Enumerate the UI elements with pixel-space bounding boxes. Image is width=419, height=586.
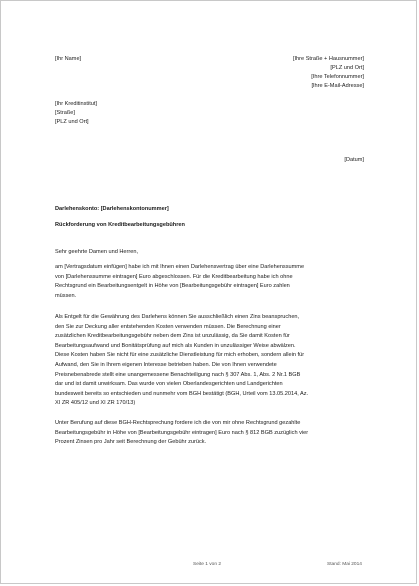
paragraph-line: Prozent Zinsen pro Jahr seit Berechnung der Gebühr zurück. — [55, 439, 207, 446]
sender-name: [Ihr Name] — [55, 56, 82, 62]
paragraph-line: Als Entgelt für die Gewährung des Darlehens können Sie ausschließlich einen Zins beanspruchen, — [55, 314, 300, 320]
paragraph-line: bundesweit bereits so entschieden und nunmehr vom BGH bestätigt (BGH, Urteil vom 13.05.2014, Az. — [55, 390, 309, 397]
paragraph-line: zusätzlichen Kreditbearbeitungsgebühr neben dem Zins ist unzulässig, da Sie damit Kosten für — [55, 333, 290, 340]
recipient-address-block — [55, 100, 97, 127]
paragraph-line: Unter Berufung auf diese BGH-Rechtsprechung fordere ich die von mir ohne Rechtsgrund gezahlte — [55, 420, 301, 426]
paragraph-line: XI ZR 405/12 und XI ZR 170/13) — [55, 400, 136, 407]
recipient-city: [PLZ und Ort] — [55, 119, 89, 125]
subject-account: Darlehenskonto: [Darlehenskontonummer] — [55, 206, 169, 212]
paragraph-line: von [Darlehenssumme eintragen] Euro abgeschlossen. Für die Kreditbearbeitung habe ich ohne — [55, 273, 293, 280]
sender-street: [Ihre Straße + Hausnummer] — [292, 56, 364, 62]
sender-phone: [Ihre Telefonnummer] — [311, 74, 364, 80]
recipient-street: [Straße] — [55, 110, 75, 116]
paragraph-claim — [55, 419, 371, 448]
paragraph-line: Rechtsgrund ein Bearbeitungsentgelt in Höhe von [Bearbeitungsgebühr eintragen] Euro zahlen — [55, 283, 290, 290]
paragraph-legal-reasoning — [55, 313, 371, 409]
paragraph-contract — [55, 263, 371, 301]
subject-title: Rückforderung von Kreditbearbeitungsgebühren — [55, 222, 185, 228]
paragraph-line: Aufwand, den Sie in Ihrem eigenen Interesse betrieben haben. Die von Ihnen verwendete — [55, 361, 277, 368]
sender-address-block — [204, 55, 364, 91]
salutation: Sehr geehrte Damen und Herren, — [55, 249, 139, 255]
document-status: Stand: Mai 2014 — [327, 562, 362, 567]
page-number: Seite 1 von 2 — [193, 562, 222, 567]
paragraph-line: Preisnebenabrede stellt eine unangemessene Benachteiligung nach § 307 Abs. 1, Abs. 2 Nr.1 BGB — [55, 371, 301, 378]
sender-city: [PLZ und Ort] — [330, 65, 364, 71]
paragraph-line: dar und ist damit unwirksam. Das wurde von vielen Oberlandesgerichten und Landgerichten — [55, 381, 283, 388]
paragraph-line: Diese Kosten haben Sie nicht für eine zusätzliche Dienstleistung für mich erhoben, sondern allein für — [55, 352, 305, 359]
paragraph-line: müssen. — [55, 292, 77, 299]
paragraph-line: den Sie zur Deckung aller entstehenden Kosten verwenden müssen. Die Berechnung einer — [55, 323, 281, 330]
paragraph-line: Bearbeitungsgebühr in Höhe von [Bearbeitungsgebühr eintragen] Euro nach § 812 BGB zuzüglich vier — [55, 429, 309, 436]
recipient-institution: [Ihr Kreditinstitut] — [55, 101, 97, 107]
letter-date: [Datum] — [344, 157, 364, 163]
sender-email: [Ihre E-Mail-Adresse] — [311, 83, 364, 89]
paragraph-line: Bearbeitungsaufwand und Bonitätsprüfung auf mich als Kunden in unzulässiger Weise abwälzen. — [55, 342, 296, 349]
paragraph-line: am [Vertragsdatum einfügen] habe ich mit Ihnen einen Darlehensvertrag über eine Darlehenssumme — [55, 264, 305, 270]
